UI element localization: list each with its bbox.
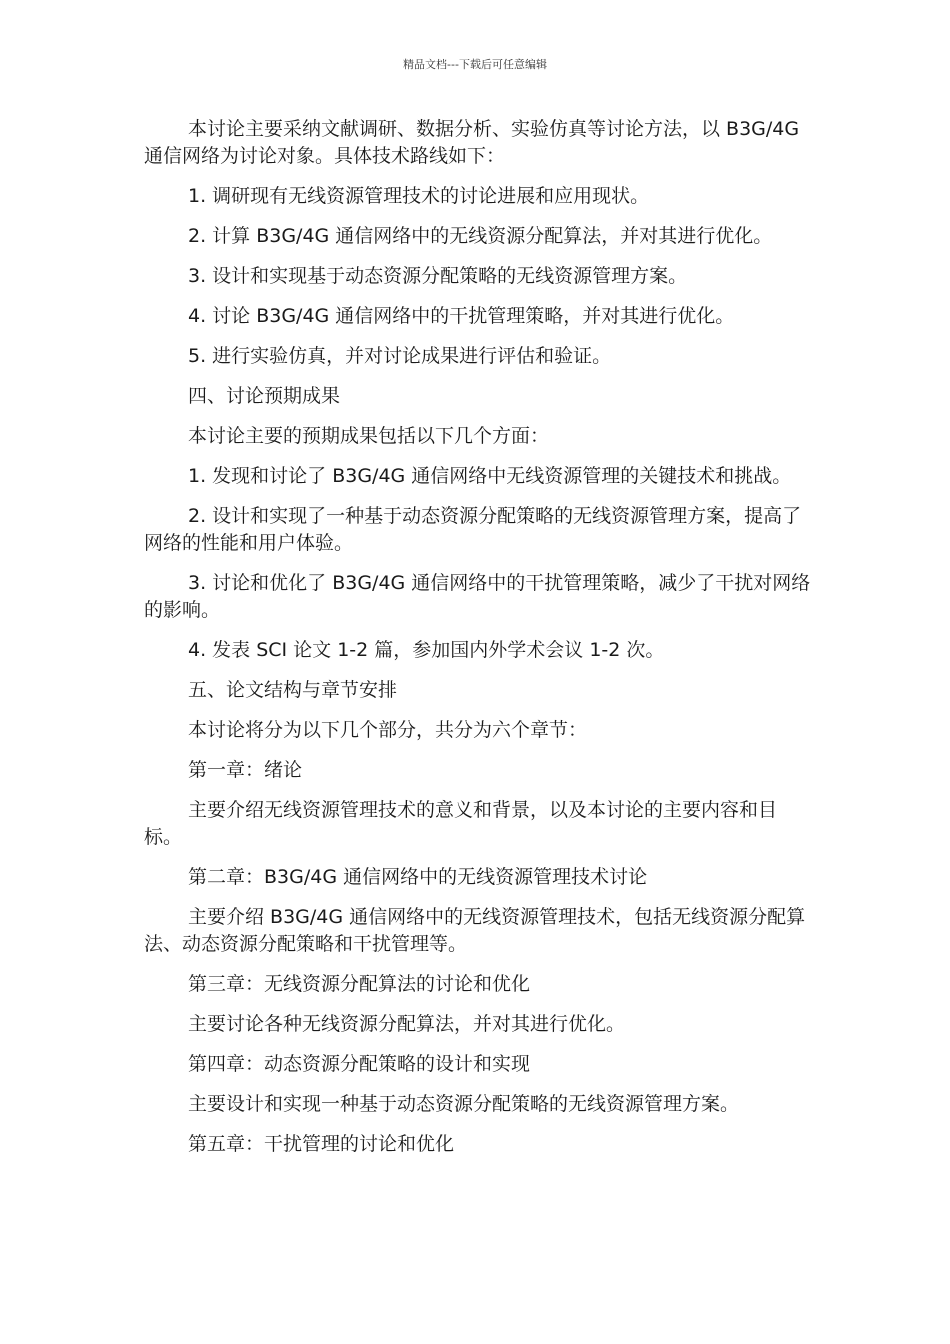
- paragraph-result-2: 2. 设计和实现了一种基于动态资源分配策略的无线资源管理方案，提高了网络的性能和用户体验。: [144, 505, 802, 554]
- paragraph-results-intro: 本讨论主要的预期成果包括以下几个方面：: [188, 425, 550, 447]
- chapter-1-description: 主要介绍无线资源管理技术的意义和背景，以及本讨论的主要内容和目标。: [144, 799, 778, 848]
- paragraph-result-4: 4. 发表 SCI 论文 1-2 篇，参加国内外学术会议 1-2 次。: [188, 639, 665, 661]
- page-header: 精品文档---下载后可任意编辑: [403, 58, 547, 71]
- chapter-2-title: 第二章：B3G/4G 通信网络中的无线资源管理技术讨论: [188, 866, 648, 888]
- paragraph-structure-intro: 本讨论将分为以下几个部分，共分为六个章节：: [188, 719, 588, 741]
- chapter-2-description: 主要介绍 B3G/4G 通信网络中的无线资源管理技术，包括无线资源分配算法、动态资源分配策略和干扰管理等。: [144, 906, 806, 955]
- chapter-1-title: 第一章：绪论: [188, 759, 303, 781]
- paragraph-route-4: 4. 讨论 B3G/4G 通信网络中的干扰管理策略，并对其进行优化。: [188, 305, 735, 327]
- chapter-5-title: 第五章：干扰管理的讨论和优化: [188, 1133, 455, 1155]
- document-body: [144, 116, 814, 1171]
- paragraph-route-3: 3. 设计和实现基于动态资源分配策略的无线资源管理方案。: [188, 265, 688, 287]
- paragraph-route-1: 1. 调研现有无线资源管理技术的讨论进展和应用现状。: [188, 185, 650, 207]
- section-heading-expected-results: 四、讨论预期成果: [188, 385, 341, 407]
- paragraph-route-5: 5. 进行实验仿真，并对讨论成果进行评估和验证。: [188, 345, 612, 367]
- chapter-3-title: 第三章：无线资源分配算法的讨论和优化: [188, 973, 531, 995]
- paragraph-method-intro: 本讨论主要采纳文献调研、数据分析、实验仿真等讨论方法，以 B3G/4G 通信网络为讨论对象。具体技术路线如下：: [144, 118, 800, 167]
- chapter-3-description: 主要讨论各种无线资源分配算法，并对其进行优化。: [188, 1013, 626, 1035]
- chapter-4-description: 主要设计和实现一种基于动态资源分配策略的无线资源管理方案。: [188, 1093, 740, 1115]
- paragraph-route-2: 2. 计算 B3G/4G 通信网络中的无线资源分配算法，并对其进行优化。: [188, 225, 773, 247]
- paragraph-result-1: 1. 发现和讨论了 B3G/4G 通信网络中无线资源管理的关键技术和挑战。: [188, 465, 792, 487]
- paragraph-result-3: 3. 讨论和优化了 B3G/4G 通信网络中的干扰管理策略，减少了干扰对网络的影响。: [144, 572, 811, 621]
- section-heading-structure: 五、论文结构与章节安排: [188, 679, 398, 701]
- chapter-4-title: 第四章：动态资源分配策略的设计和实现: [188, 1053, 531, 1075]
